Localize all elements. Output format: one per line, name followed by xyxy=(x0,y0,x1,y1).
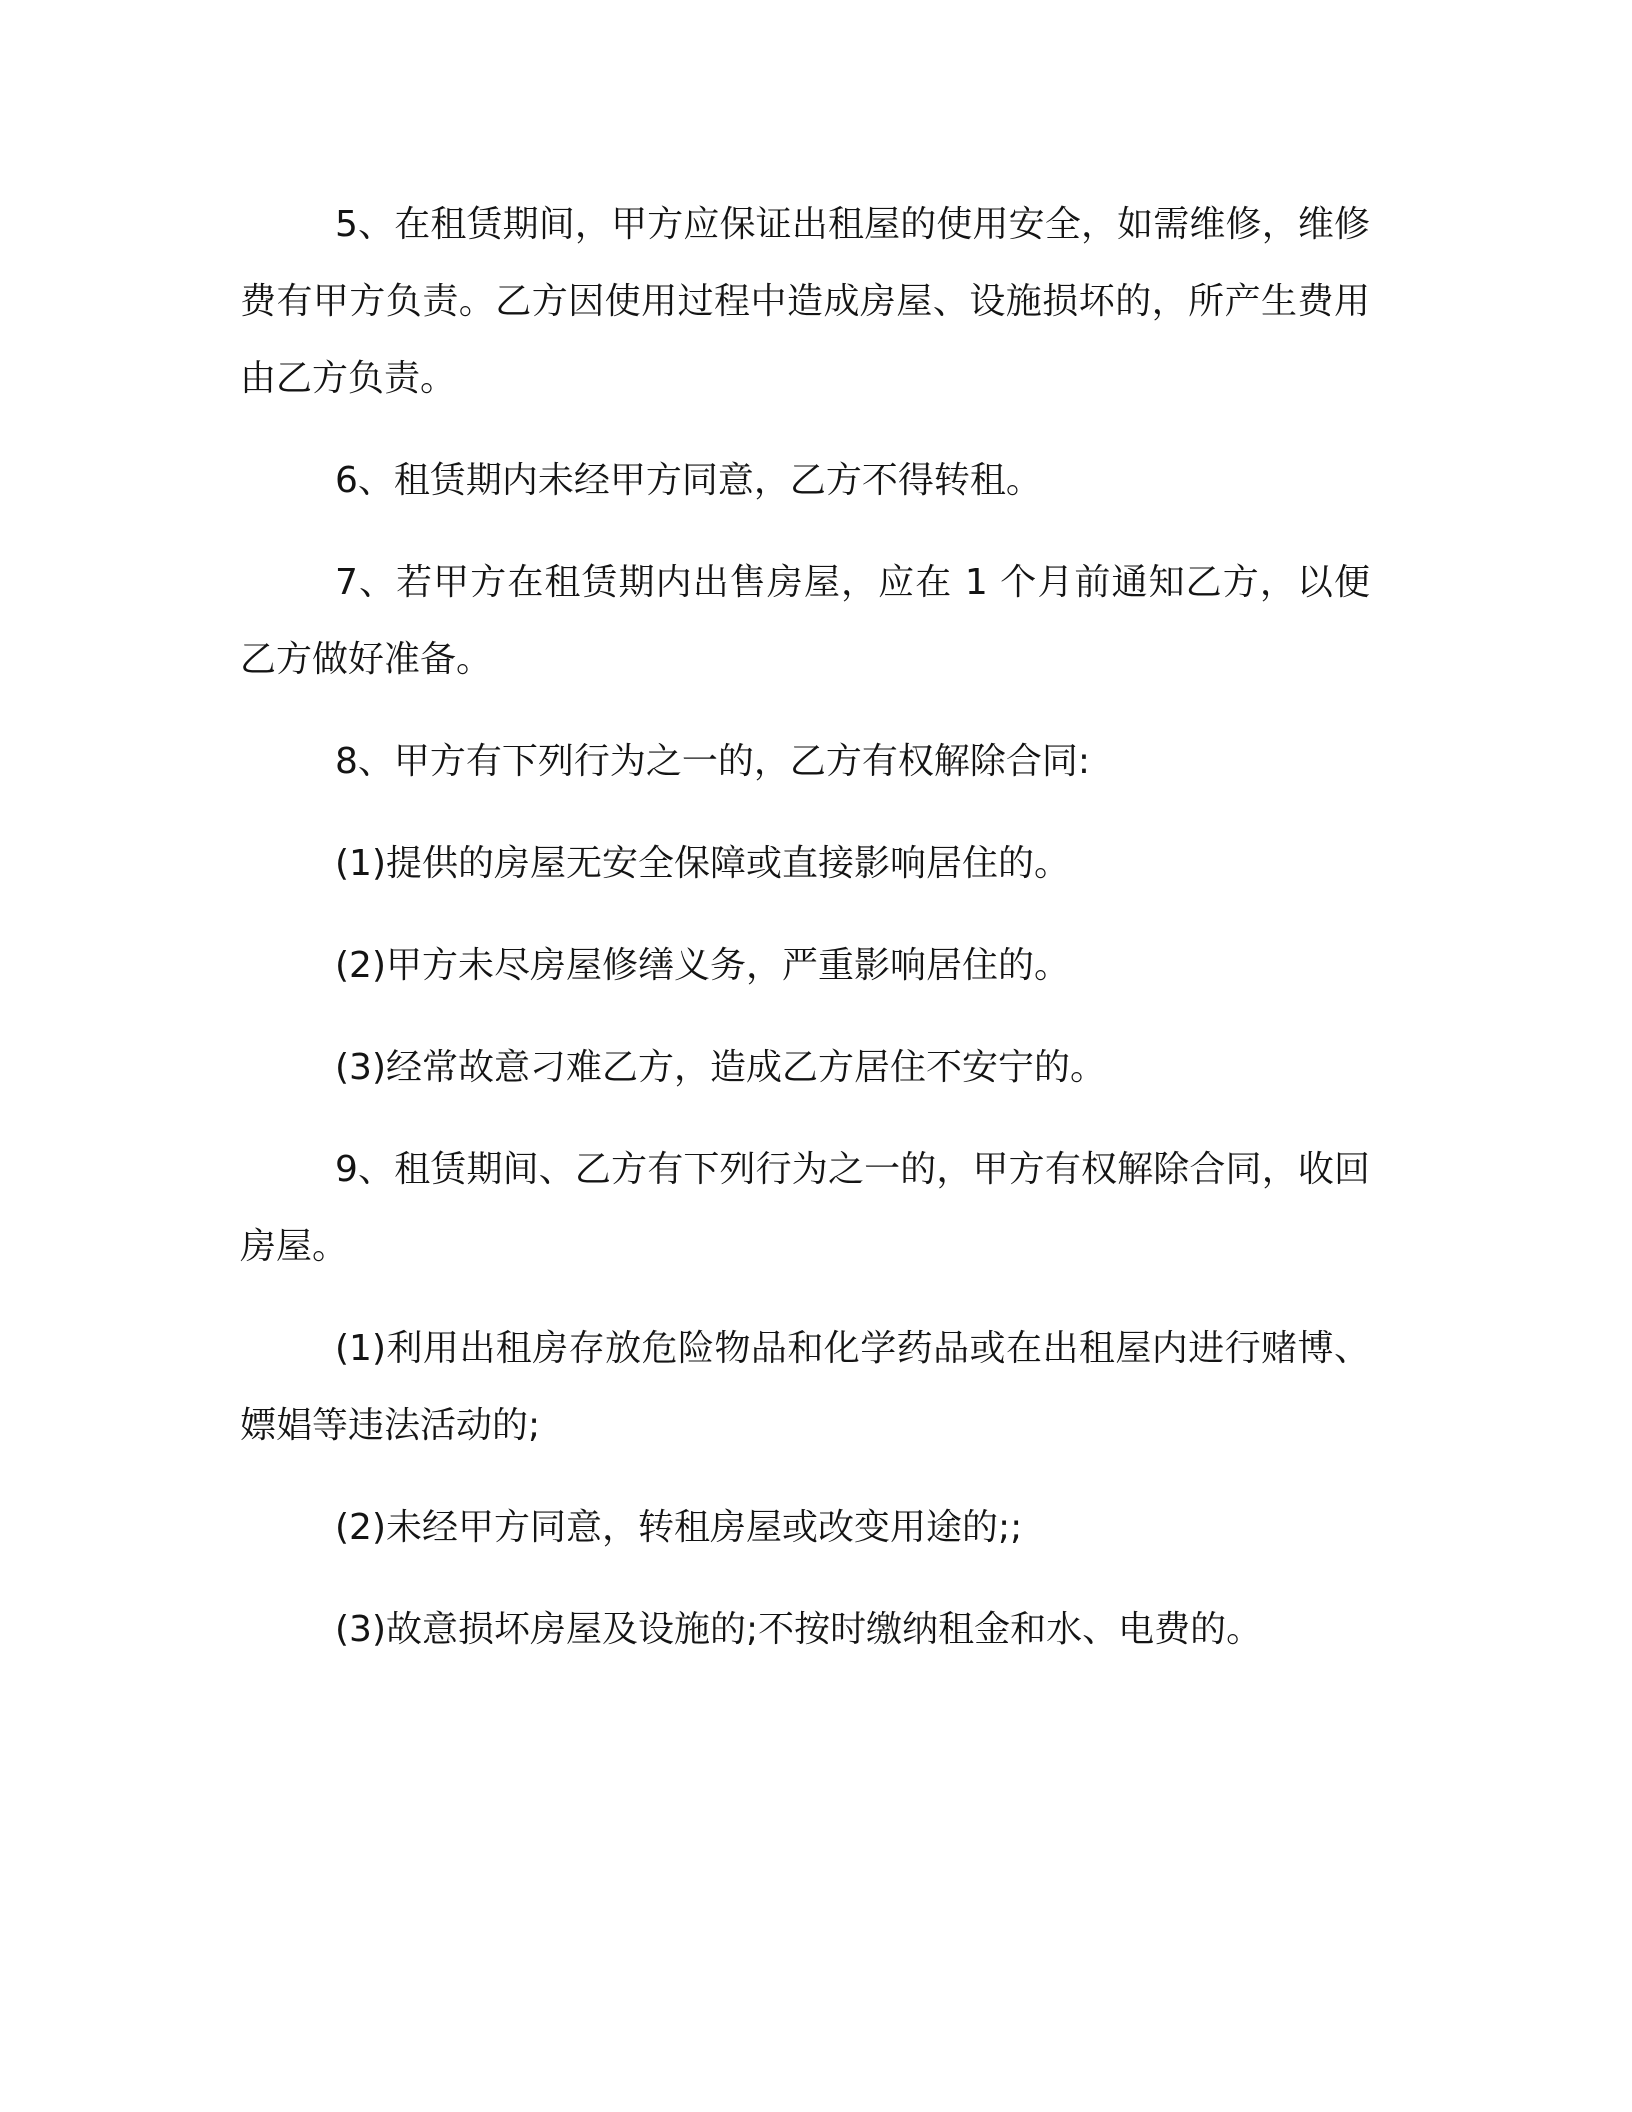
clause-9-item-2: (2)未经甲方同意，转租房屋或改变用途的;; xyxy=(335,1507,1023,1548)
clause-8-item-3: (3)经常故意刁难乙方，造成乙方居住不安宁的。 xyxy=(335,1047,1106,1088)
clause-9-item-1: (1)利用出租房存放危险物品和化学药品或在出租屋内进行赌博、嫖娼等违法活动的; xyxy=(240,1328,1370,1446)
clause-9-item-3: (3)故意损坏房屋及设施的;不按时缴纳租金和水、电费的。 xyxy=(335,1609,1263,1650)
clause-8-item-2: (2)甲方未尽房屋修缮义务，严重影响居住的。 xyxy=(335,945,1070,986)
clause-8-item-1: (1)提供的房屋无安全保障或直接影响居住的。 xyxy=(335,843,1070,884)
clause-8-paragraph: 8、甲方有下列行为之一的，乙方有权解除合同: xyxy=(335,741,1091,782)
clause-9-paragraph: 9、租赁期间、乙方有下列行为之一的，甲方有权解除合同，收回房屋。 xyxy=(240,1149,1370,1267)
clause-7-paragraph: 7、若甲方在租赁期内出售房屋，应在 1 个月前通知乙方，以便乙方做好准备。 xyxy=(240,562,1370,680)
clause-5-paragraph: 5、在租赁期间，甲方应保证出租屋的使用安全，如需维修，维修费有甲方负责。乙方因使用过程中造成房屋、设施损坏的，所产生费用由乙方负责。 xyxy=(240,204,1370,399)
document-body xyxy=(240,186,1370,1693)
clause-6-paragraph: 6、租赁期内未经甲方同意，乙方不得转租。 xyxy=(335,460,1042,501)
